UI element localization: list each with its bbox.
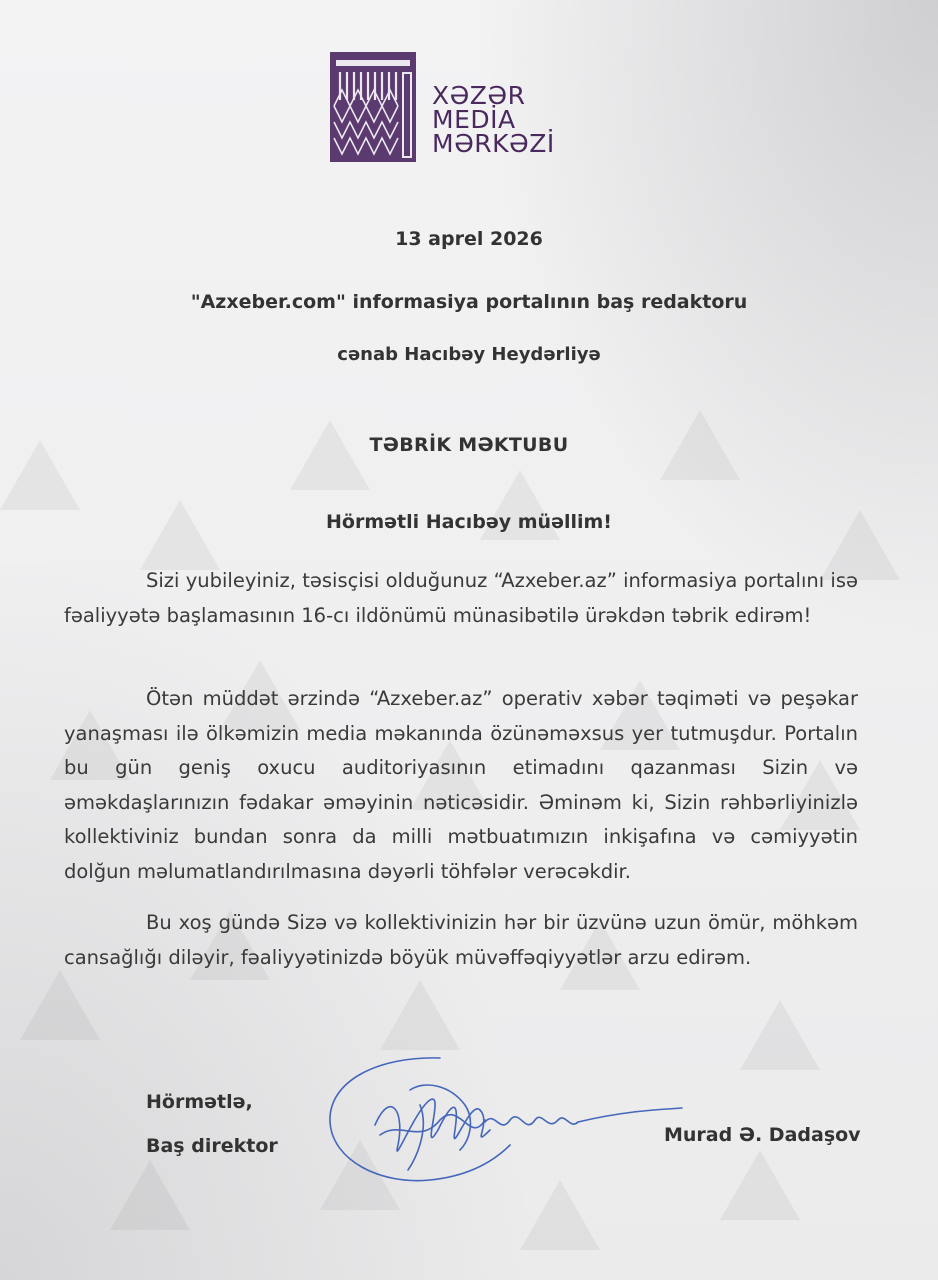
closing-regards: Hörmətlə, <box>146 1091 253 1113</box>
body-paragraph-1: Sizi yubileyiniz, təsisçisi olduğunuz “Azxeber.az” informasiya portalını isə fəaliyyətə başlamasının 16-cı ildönümü münasibətilə ürəkdən təbrik edirəm! <box>64 569 858 627</box>
letter-title: TƏBRİK MƏKTUBU <box>369 434 569 456</box>
signer-position: Baş direktor <box>146 1135 278 1157</box>
recipient-line-2: cənab Hacıbəy Heydərliyə <box>337 344 601 365</box>
letter-date: 13 aprel 2026 <box>395 228 543 250</box>
recipient-line-1: "Azxeber.com" informasiya portalının baş redaktoru <box>190 291 748 313</box>
logo-line-2: MEDİA <box>432 105 516 134</box>
signer-name: Murad Ə. Dadaşov <box>664 1124 861 1146</box>
body-paragraph-2: Ötən müddət ərzində “Azxeber.az” operativ xəbər təqiməti və peşəkar yanaşması ilə ölkəmizin media məkanında özünəməxsus yer tutmuşdur. Portalın bu gün geniş oxucu auditoriyasının etimadını qazanması Sizin və əməkdaşlarınızın fədakar əməyinin nəticəsidir. Əminəm ki, Sizin rəhbərliyinizlə kollektiviniz bundan sonra da milli mətbuatımızın inkişafına və cəmiyyətin dolğun məlumatlandırılmasına dəyərli töhfələr verəcəkdir. <box>64 687 858 883</box>
salutation: Hörmətli Hacıbəy müəllim! <box>326 511 612 533</box>
logo-building-icon <box>330 52 416 162</box>
logo-line-3: MƏRKƏZİ <box>432 129 555 158</box>
handwritten-signature <box>320 1050 690 1190</box>
logo-wordmark <box>432 81 555 158</box>
closing-block <box>146 1080 278 1168</box>
logo-line-1: XƏZƏR <box>432 81 526 110</box>
company-logo <box>330 52 590 164</box>
body-paragraph-3: Bu xoş gündə Sizə və kollektivinizin hər bir üzvünə uzun ömür, möhkəm cansağlığı diləyir, fəaliyyətinizdə böyük müvəffəqiyyətlər arzu edirəm. <box>64 911 858 969</box>
